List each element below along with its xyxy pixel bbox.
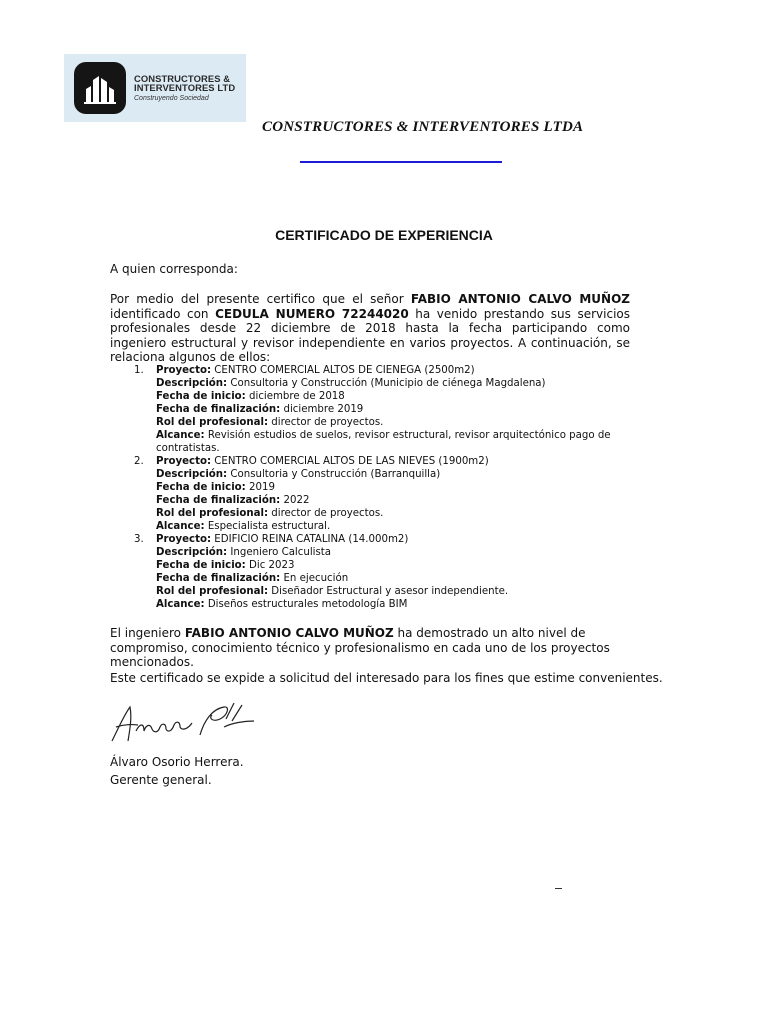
project-start: 2019 <box>249 482 275 493</box>
closing-text-2: ha demostrado un alto nivel de compromiso, conocimiento técnico y profesionalismo en cada uno de los proyectos mencionados. <box>110 626 610 669</box>
project-name: EDIFICIO REINA CATALINA (14.000m2) <box>214 534 409 545</box>
footer-dash <box>555 888 562 889</box>
buildings-icon <box>74 62 126 114</box>
role-label: Rol del profesional: <box>156 586 269 597</box>
project-scope: Diseños estructurales metodología BIM <box>207 599 408 610</box>
project-end: En ejecución <box>283 573 349 584</box>
end-line <box>156 403 630 416</box>
signer-role: Gerente general. <box>110 773 212 787</box>
list-item <box>110 364 630 455</box>
project-number: 1. <box>134 365 144 376</box>
purpose-statement: Este certificado se expide a solicitud del interesado para los fines que estime convenientes. <box>110 671 663 685</box>
handwritten-signature <box>108 697 258 751</box>
list-item <box>110 533 630 611</box>
project-description: Consultoria y Construcción (Municipio de ciénega Magdalena) <box>230 378 546 389</box>
closing-paragraph <box>110 626 630 670</box>
project-number: 3. <box>134 534 144 545</box>
projects-list <box>110 364 630 611</box>
project-line <box>156 364 630 377</box>
start-line <box>156 390 630 403</box>
project-description: Consultoria y Construcción (Barranquilla) <box>230 469 441 480</box>
intro-paragraph <box>110 292 630 365</box>
signer-name: Álvaro Osorio Herrera. <box>110 755 244 769</box>
project-role: Diseñador Estructural y asesor independiente. <box>271 586 509 597</box>
project-end: 2022 <box>283 495 310 506</box>
project-scope: Revisión estudios de suelos, revisor estructural, revisor arquitectónico pago de contratistas. <box>156 430 611 454</box>
start-line <box>156 559 630 572</box>
role-label: Rol del profesional: <box>156 417 269 428</box>
end-label: Fecha de finalización: <box>156 495 281 506</box>
scope-line <box>156 429 630 455</box>
project-label: Proyecto: <box>156 365 212 376</box>
closing-person-name: FABIO ANTONIO CALVO MUÑOZ <box>184 626 394 640</box>
project-name: CENTRO COMERCIAL ALTOS DE CIENEGA (2500m2) <box>214 365 475 376</box>
company-title: CONSTRUCTORES & INTERVENTORES LTDA <box>262 119 584 135</box>
project-number: 2. <box>134 456 144 467</box>
project-label: Proyecto: <box>156 534 212 545</box>
start-label: Fecha de inicio: <box>156 560 246 571</box>
header-rule <box>300 161 502 163</box>
project-start: Dic 2023 <box>249 560 295 571</box>
closing-text-1: El ingeniero <box>110 626 185 640</box>
description-label: Descripción: <box>156 547 228 558</box>
role-line <box>156 585 630 598</box>
description-label: Descripción: <box>156 469 228 480</box>
description-line <box>156 377 630 390</box>
intro-text-3: ha venido prestando sus servicios profesionales desde 22 diciembre de 2018 hasta la fecha participando como ingeniero estructural y revisor independiente en varios proyectos. A continuación, se relaciona algunos de ellos: <box>110 306 630 364</box>
project-description: Ingeniero Calculista <box>230 547 332 558</box>
project-start: diciembre de 2018 <box>249 391 345 402</box>
scope-line <box>156 520 630 533</box>
intro-id-number: CEDULA NUMERO 72244020 <box>215 306 409 321</box>
document-title: CERTIFICADO DE EXPERIENCIA <box>275 227 493 243</box>
project-end: diciembre 2019 <box>283 404 364 415</box>
company-logo <box>64 54 246 122</box>
project-label: Proyecto: <box>156 456 212 467</box>
intro-text-2: identificado con <box>110 306 216 321</box>
project-scope: Especialista estructural. <box>207 521 331 532</box>
start-label: Fecha de inicio: <box>156 391 246 402</box>
scope-label: Alcance: <box>156 599 205 610</box>
role-line <box>156 507 630 520</box>
end-line <box>156 494 630 507</box>
end-label: Fecha de finalización: <box>156 573 281 584</box>
project-name: CENTRO COMERCIAL ALTOS DE LAS NIEVES (1900m2) <box>214 456 489 467</box>
scope-line <box>156 598 630 611</box>
scope-label: Alcance: <box>156 521 205 532</box>
project-role: director de proyectos. <box>271 508 384 519</box>
project-role: director de proyectos. <box>271 417 384 428</box>
list-item <box>110 455 630 533</box>
logo-name-line1: CONSTRUCTORES & <box>134 72 231 84</box>
role-line <box>156 416 630 429</box>
project-line <box>156 533 630 546</box>
salutation: A quien corresponda: <box>110 262 238 276</box>
end-line <box>156 572 630 585</box>
logo-tagline: Construyendo Sociedad <box>134 95 209 103</box>
scope-label: Alcance: <box>156 430 205 441</box>
intro-text-1: Por medio del presente certifico que el señor <box>110 292 411 306</box>
description-line <box>156 546 630 559</box>
role-label: Rol del profesional: <box>156 508 269 519</box>
end-label: Fecha de finalización: <box>156 404 281 415</box>
intro-person-name: FABIO ANTONIO CALVO MUÑOZ <box>410 292 631 306</box>
description-label: Descripción: <box>156 378 228 389</box>
logo-text <box>134 74 235 103</box>
logo-name-line2: INTERVENTORES LTD <box>134 82 236 93</box>
description-line <box>156 468 630 481</box>
start-label: Fecha de inicio: <box>156 482 246 493</box>
project-line <box>156 455 630 468</box>
start-line <box>156 481 630 494</box>
